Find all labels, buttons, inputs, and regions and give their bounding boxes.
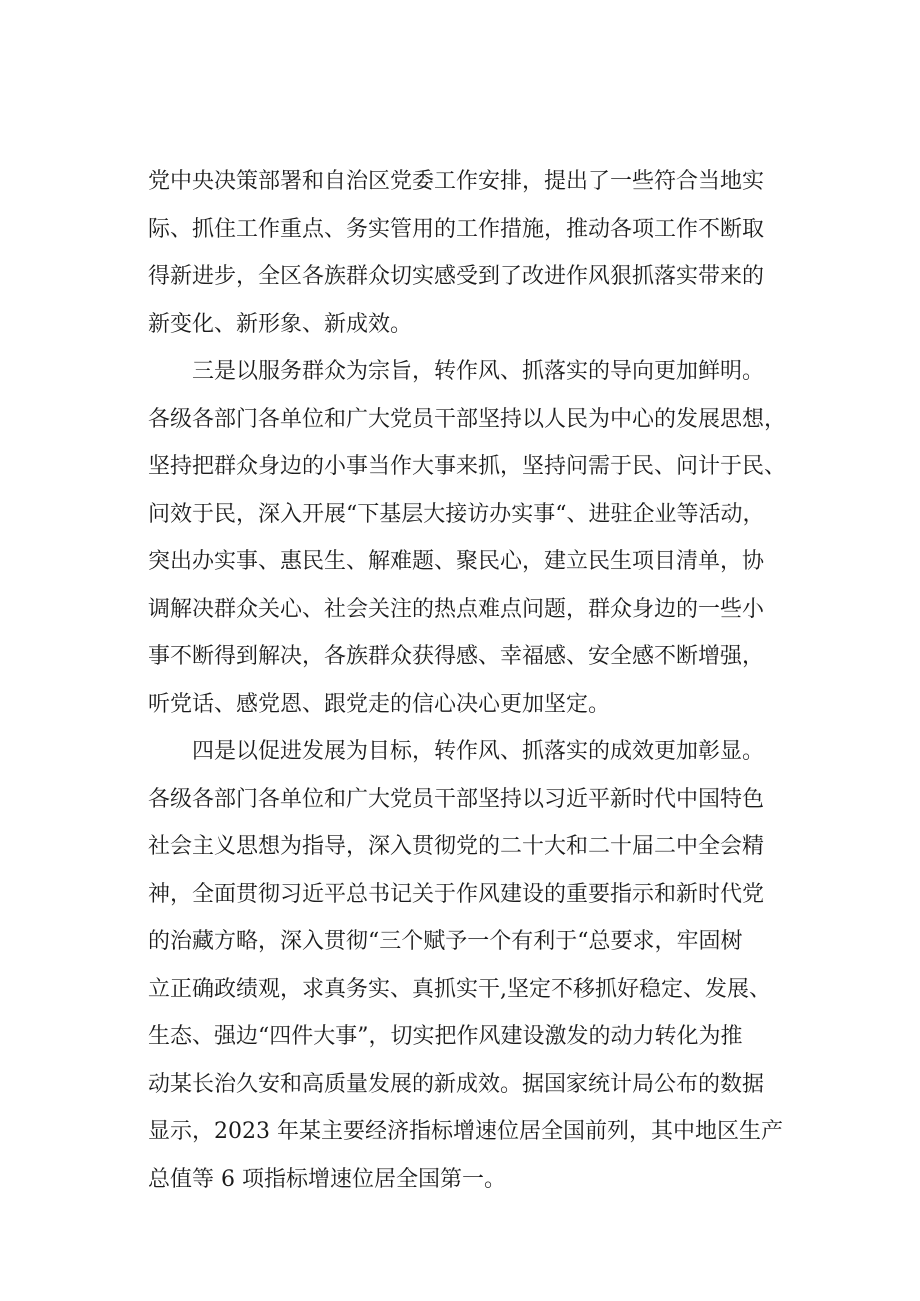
text-line: 动某长治久安和高质量发展的新成效。据国家统计局公布的数据	[148, 1071, 765, 1097]
text-line: 显示，2023 年某主要经济指标增速位居全国前列，其中地区生产	[148, 1119, 783, 1144]
text-line: 各级各部门各单位和广大党员干部坚持以人民为中心的发展思想，	[148, 406, 787, 432]
paragraph-point-three	[148, 348, 828, 728]
paragraph-continuation	[148, 158, 828, 348]
text-line: 突出办实事、惠民生、解难题、聚民心，建立民生项目清单，协	[148, 549, 765, 574]
text-line: 三是以服务群众为宗旨，转作风、抓落实的导向更加鲜明。	[192, 359, 765, 384]
text-line: 听党话、感党恩、跟党走的信心决心更加坚定。	[148, 691, 611, 717]
text-line: 际、抓住工作重点、务实管用的工作措施，推动各项工作不断取	[148, 216, 765, 242]
text-line: 坚持把群众身边的小事当作大事来抓，坚持问需于民、问计于民、	[148, 454, 787, 479]
text-line: 总值等 6 项指标增速位居全国第一。	[148, 1166, 506, 1192]
text-line: 问效于民，深入开展“下基层大接访办实事“、进驻企业等活动，	[148, 501, 765, 527]
text-line: 社会主义思想为指导，深入贯彻党的二十大和二十届二中全会精	[148, 834, 765, 859]
text-line: 四是以促进发展为目标，转作风、抓落实的成效更加彰显。	[192, 739, 765, 764]
document-body	[148, 158, 828, 1203]
text-line: 神，全面贯彻习近平总书记关于作风建设的重要指示和新时代党	[148, 881, 765, 907]
text-line: 事不断得到解决，各族群众获得感、幸福感、安全感不断增强，	[148, 644, 765, 669]
text-line: 党中央决策部署和自治区党委工作安排，提出了一些符合当地实	[148, 169, 765, 194]
text-line: 立正确政绩观，求真务实、真抓实干,坚定不移抓好稳定、发展、	[148, 976, 771, 1002]
text-line: 生态、强边“四件大事”，切实把作风建设激发的动力转化为推	[148, 1024, 743, 1049]
text-line: 各级各部门各单位和广大党员干部坚持以习近平新时代中国特色	[148, 786, 765, 812]
paragraph-point-four	[148, 728, 828, 1203]
text-line: 得新进步，全区各族群众切实感受到了改进作风狠抓落实带来的	[148, 264, 765, 289]
text-line: 的治藏方略，深入贯彻“三个赋予一个有利于“总要求，牢固树	[148, 929, 743, 954]
text-line: 调解决群众关心、社会关注的热点难点问题，群众身边的一些小	[148, 596, 765, 622]
text-line: 新变化、新形象、新成效。	[148, 311, 413, 337]
